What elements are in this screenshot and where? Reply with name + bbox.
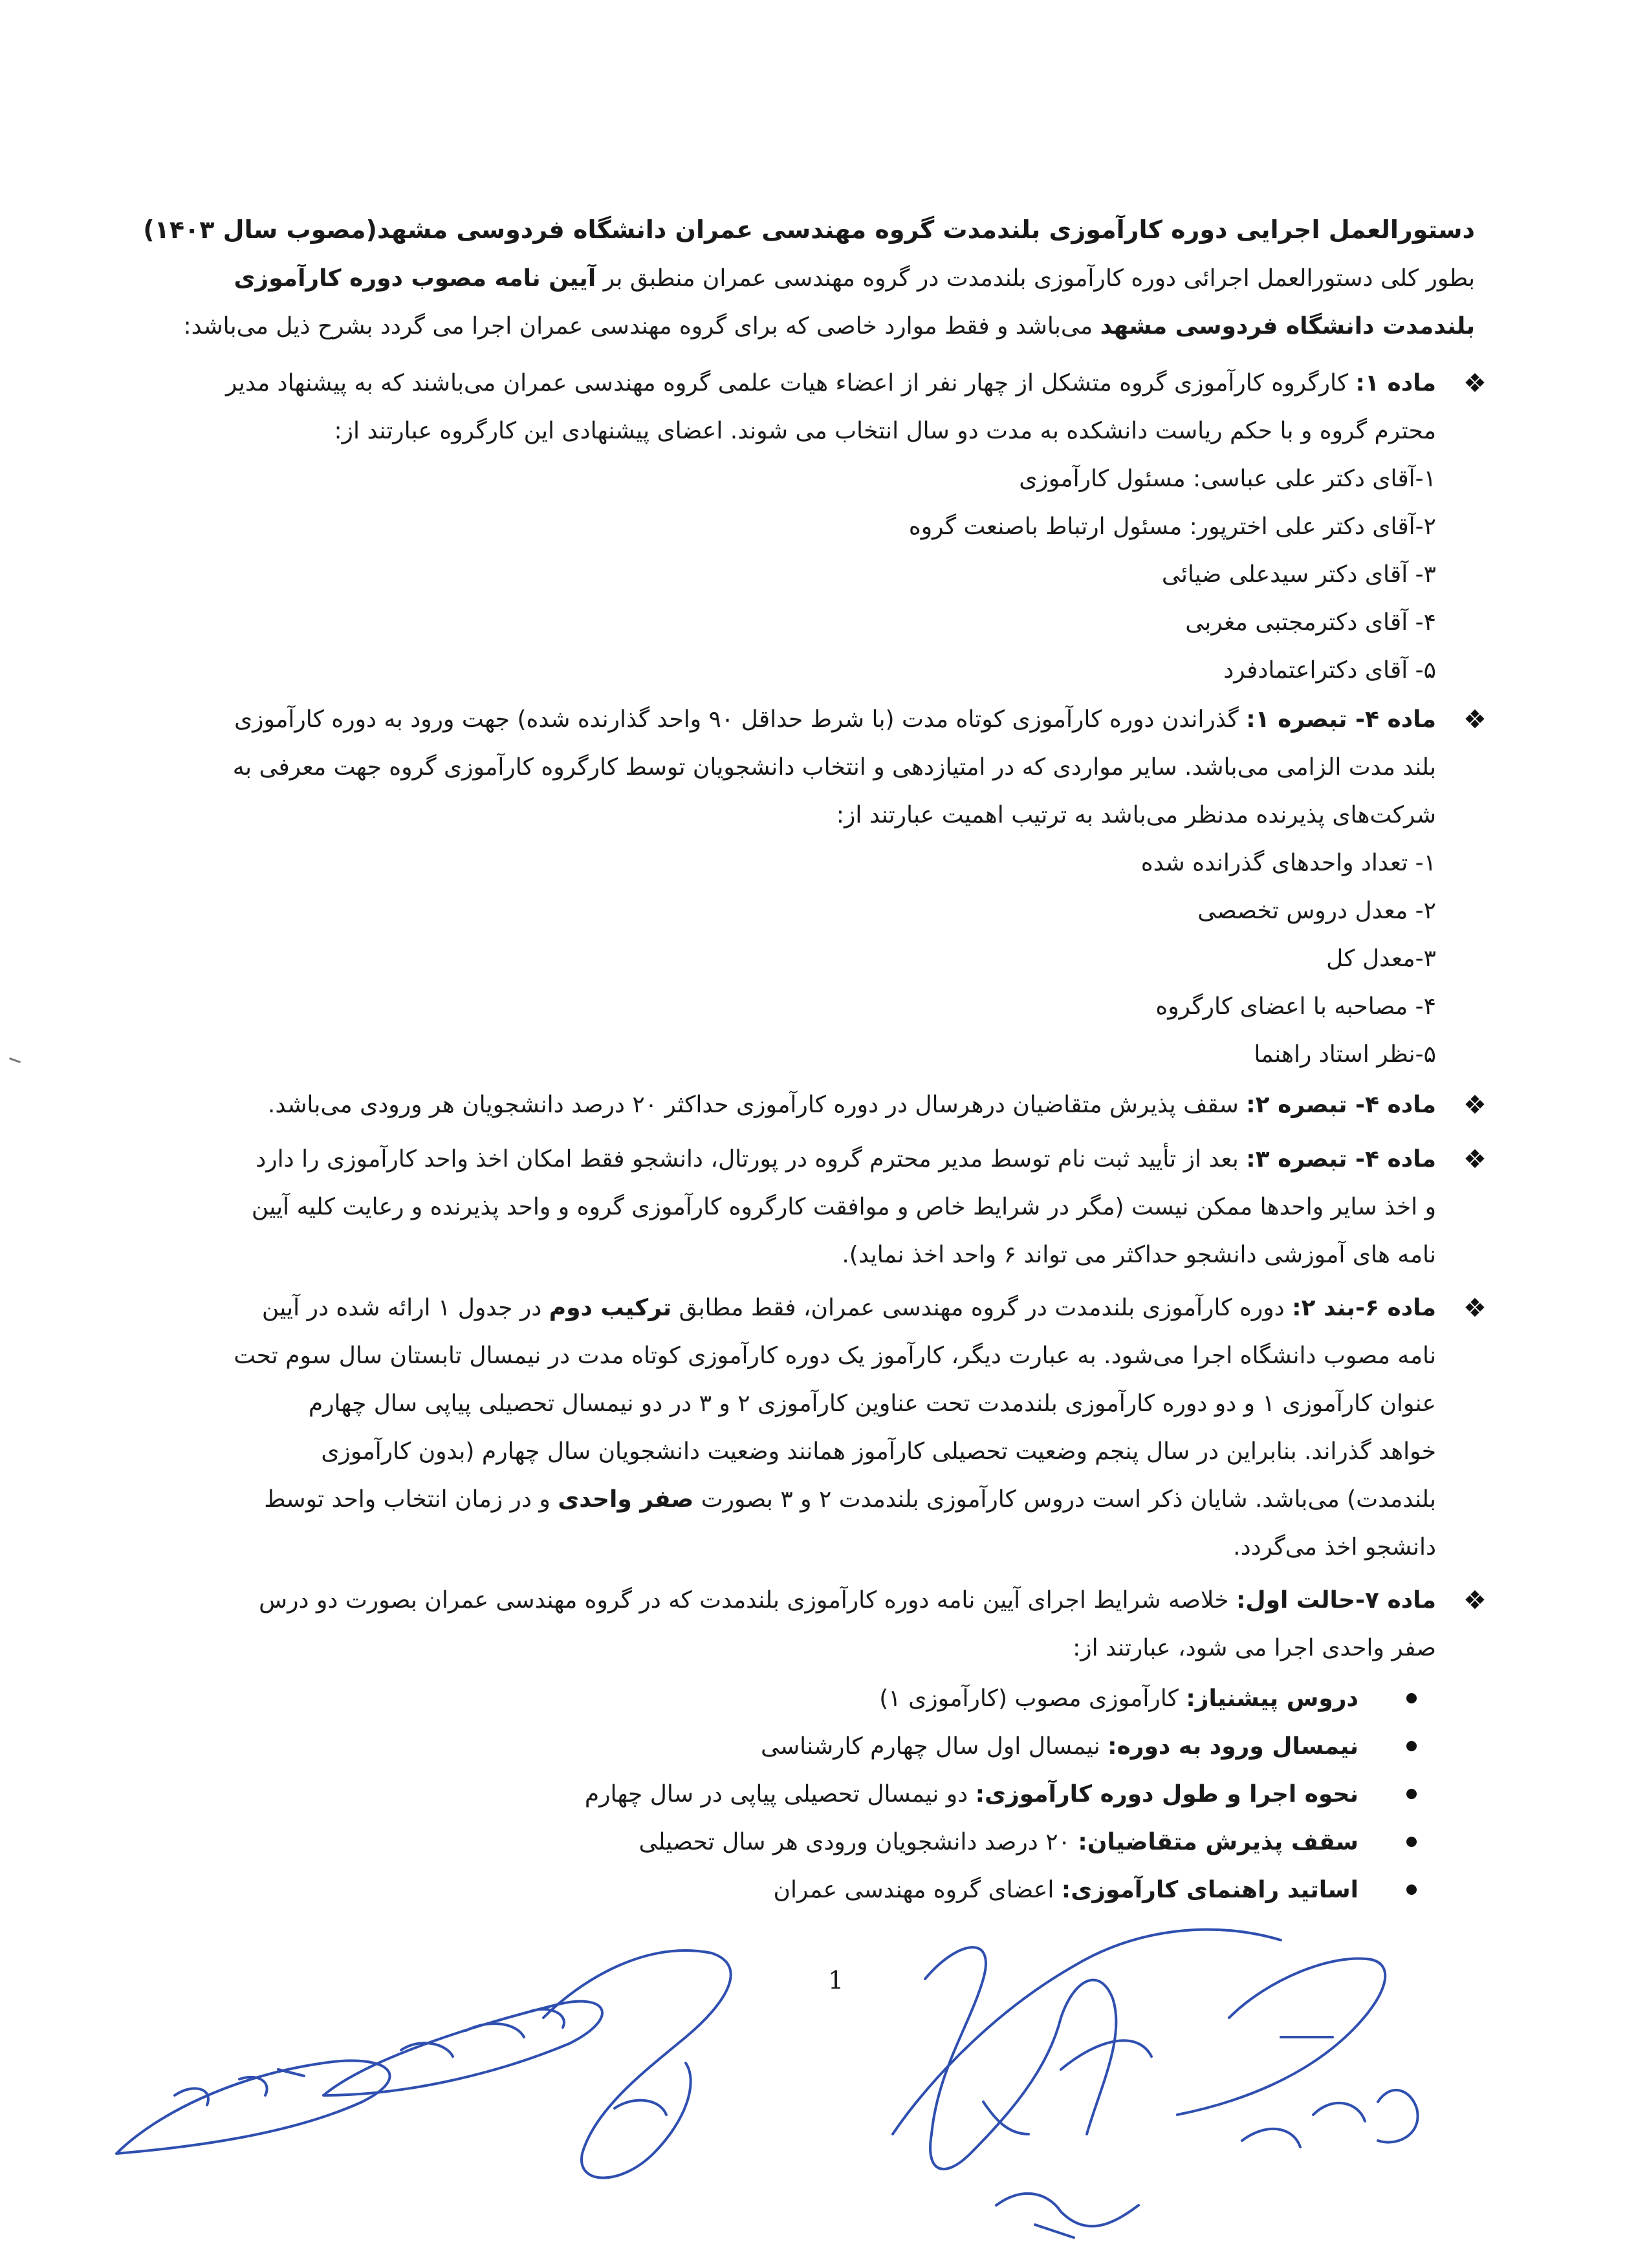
criterion-3: ۳-معدل کل [1326,945,1436,972]
diamond-bullet-icon: ❖ [1463,705,1487,735]
article4-note1-line-2: بلند مدت الزامی می‌باشد. سایر مواردی که در امتیازدهی و انتخاب دانشجویان توسط کارگروه کارآموزی گروه جهت معرفی به [232,754,1436,781]
article4-note3-line-2: و اخذ سایر واحدها ممکن نیست (مگر در شرایط خاص و موافقت کارگروه کارآموزی گروه و واحد پذیرنده و رعایت کلیه آیین [251,1194,1436,1220]
article6-text-5c: و در زمان انتخاب واحد توسط [264,1486,558,1513]
article4-note2-head: ماده ۴- تبصره ۲: [1246,1092,1436,1118]
diamond-bullet-icon: ❖ [1463,369,1487,398]
item-label: نحوه اجرا و طول دوره کارآموزی: [975,1781,1358,1808]
criterion-1: ۱- تعداد واحدهای گذرانده شده [1140,850,1436,876]
signature-left [116,2060,390,2154]
article6-bold-5: صفر واحدی [558,1486,694,1513]
article7-line-2: صفر واحدی اجرا می شود، عبارتند از: [1073,1635,1436,1661]
criterion-5: ۵-نظر استاد راهنما [1254,1041,1436,1068]
intro-text: بطور کلی دستورالعمل اجرائی دوره کارآموزی بلندمدت در گروه مهندسی عمران منطبق بر [596,265,1475,292]
diamond-bullet-icon: ❖ [1463,1090,1487,1120]
criterion-4: ۴- مصاحبه با اعضای کارگروه [1155,993,1436,1020]
diamond-bullet-icon: ❖ [1463,1586,1487,1615]
signature-second [323,2002,602,2095]
diamond-bullet-icon: ❖ [1463,1293,1487,1323]
intro-bold: آیین نامه مصوب دوره کارآموزی [234,265,596,292]
member-1: ۱-آقای دکتر علی عباسی: مسئول کارآموزی [1019,466,1436,492]
article7-head: ماده ۷-حالت اول: [1236,1587,1436,1614]
article1-head: ماده ۱: [1355,370,1436,396]
item-label: اساتید راهنمای کارآموزی: [1061,1877,1358,1903]
signature-fourth [925,1947,1151,2238]
member-4: ۴- آقای دکترمجتبی مغربی [1185,609,1436,636]
item-value: دو نیمسال تحصیلی پیاپی در سال چهارم [584,1781,976,1808]
member-3: ۳- آقای دکتر سیدعلی ضیائی [1161,561,1436,588]
item-value: ۲۰ درصد دانشجویان ورودی هر سال تحصیلی [638,1829,1078,1855]
criterion-2: ۲- معدل دروس تخصصی [1197,898,1436,924]
article6-text-1c: در جدول ۱ ارائه شده در آیین [261,1295,549,1321]
intro-bold-2: بلندمدت دانشگاه فردوسی مشهد [1100,313,1475,340]
page-number: 1 [828,1966,844,1994]
item-label: سقف پذیرش متقاضیان: [1078,1829,1358,1855]
signature-right [1177,1958,1418,2147]
item-value: نیمسال اول سال چهارم کارشناسی [760,1733,1108,1760]
signature-third [543,1950,731,2177]
member-5: ۵- آقای دکتراعتمادفرد [1223,657,1436,684]
item-label: نیمسال ورود به دوره: [1107,1733,1358,1760]
article6-line-4: خواهد گذراند. بنابراین در سال پنجم وضعیت تحصیلی کارآموز همانند وضعیت دانشجویان سال چهارم (بدون کارآموزی [321,1438,1436,1465]
article6-head: ماده ۶-بند ۲: [1292,1295,1436,1321]
article4-note3-text-1: بعد از تأیید ثبت نام توسط مدیر محترم گروه در پورتال، دانشجو فقط امکان اخذ واحد کارآموزی را دارد [256,1146,1247,1172]
article6-line-2: نامه مصوب دانشگاه اجرا می‌شود. به عبارت دیگر، کارآموز یک دوره کارآموزی کوتاه مدت در نیمسال تابستان سال سوم تحت [234,1343,1436,1369]
article4-note2-text: سقف پذیرش متقاضیان درهرسال در دوره کارآموزی حداکثر ۲۰ درصد دانشجویان هر ورودی می‌باشد. [267,1092,1247,1118]
article4-note1-head: ماده ۴- تبصره ۱: [1246,706,1436,733]
article6-text-5a: بلندمدت) می‌باشد. شایان ذکر است دروس کارآموزی بلندمدت ۲ و ۳ بصورت [693,1486,1436,1513]
intro-text-2: می‌باشد و فقط موارد خاصی که برای گروه مهندسی عمران اجرا می گردد بشرح ذیل می‌باشد: [183,313,1100,340]
diamond-bullet-icon: ❖ [1463,1145,1487,1174]
article4-note3-line-3: نامه های آموزشی دانشجو حداکثر می تواند ۶ واحد اخذ نماید). [842,1242,1436,1268]
item-label: دروس پیشنیاز: [1186,1685,1358,1712]
article4-note1-text-1: گذراندن دوره کارآموزی کوتاه مدت (با شرط حداقل ۹۰ واحد گذارنده شده) جهت ورود به دوره کارآموزی [234,706,1247,733]
item-value: اعضای گروه مهندسی عمران [773,1877,1062,1903]
article4-note1-line-3: شرکت‌های پذیرنده مدنظر می‌باشد به ترتیب اهمیت عبارتند از: [836,802,1436,828]
article6-text-1a: دوره کارآموزی بلندمدت در گروه مهندسی عمران، فقط مطابق [671,1295,1292,1321]
item-value: کارآموزی مصوب (کارآموزی ۱) [879,1685,1186,1712]
article6-line-6: دانشجو اخذ می‌گردد. [1233,1534,1436,1561]
article6-line-3: عنوان کارآموزی ۱ و دو دوره کارآموزی بلندمدت تحت عناوین کارآموزی ۲ و ۳ در دو نیمسال تحصیلی پیاپی سال چهارم [308,1390,1436,1417]
member-2: ۲-آقای دکتر علی اخترپور: مسئول ارتباط باصنعت گروه [908,513,1436,540]
document-title: دستورالعمل اجرایی دوره کارآموزی بلندمدت گروه مهندسی عمران دانشگاه فردوسی مشهد(مصوب سال ۱۴۰۳) [143,215,1475,244]
article1-text-1: کارگروه کارآموزی گروه متشکل از چهار نفر از اعضاء هیات علمی گروه مهندسی عمران می‌باشند که به پیشنهاد مدیر [226,370,1356,396]
article7-text-1: خلاصه شرایط اجرای آیین نامه دوره کارآموزی بلندمدت که در گروه مهندسی عمران بصورت دو درس [259,1587,1237,1614]
article4-note3-head: ماده ۴- تبصره ۳: [1246,1146,1436,1172]
article1-line-2: محترم گروه و با حکم ریاست دانشکده به مدت دو سال انتخاب می شوند. اعضای پیشنهادی این کارگروه عبارتند از: [334,418,1436,444]
article6-bold-1: ترکیب دوم [549,1295,672,1321]
